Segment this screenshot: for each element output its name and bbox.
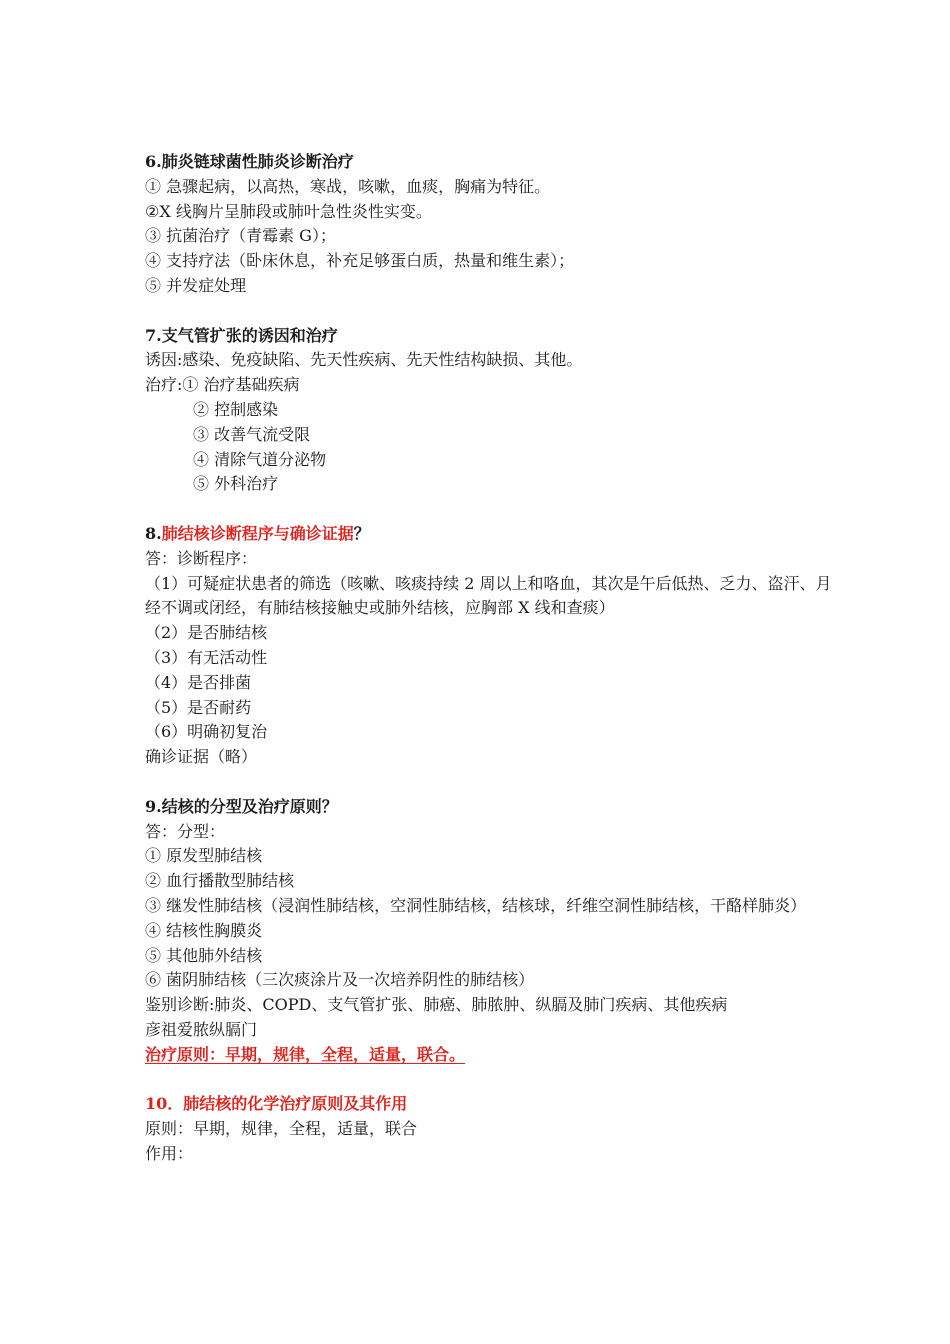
section-10-title: 10．肺结核的化学治疗原则及其作用 bbox=[145, 1094, 408, 1114]
effect-text: 作用： bbox=[145, 1143, 194, 1163]
section-9-title: 9.结核的分型及治疗原则？ bbox=[145, 796, 338, 816]
list-item: （4）是否排菌 bbox=[145, 672, 252, 692]
list-item: ④ 清除气道分泌物 bbox=[193, 449, 327, 469]
evidence-text: 确诊证据（略） bbox=[145, 747, 258, 767]
answer-text: 答：诊断程序： bbox=[145, 548, 258, 568]
list-item: （3）有无活动性 bbox=[145, 647, 268, 667]
list-item: ③ 继发性肺结核（浸润性肺结核，空洞性肺结核，结核球，纤维空洞性肺结核，干酪样肺炎） bbox=[145, 895, 807, 915]
section-6-title: 6.肺炎链球菌性肺炎诊断治疗 bbox=[145, 152, 354, 171]
list-item: ⑤ 并发症处理 bbox=[145, 275, 247, 295]
differential-diagnosis: 鉴别诊断:肺炎、COPD、支气管扩张、肺癌、肺脓肿、纵膈及肺门疾病、其他疾病 bbox=[145, 995, 728, 1015]
mnemonic-text: 彦祖爱脓纵膈门 bbox=[145, 1019, 258, 1039]
list-item: ④ 支持疗法（卧床休息，补充足够蛋白质，热量和维生素）； bbox=[145, 251, 575, 271]
list-item: （2）是否肺结核 bbox=[145, 623, 268, 643]
treatment-principle: 治疗原则：早期，规律，全程，适量，联合。 bbox=[145, 1044, 466, 1064]
list-item: ⑥ 菌阴肺结核（三次痰涂片及一次培养阴性的肺结核） bbox=[145, 970, 535, 990]
section-7-title: 7.支气管扩张的诱因和治疗 bbox=[145, 325, 338, 345]
list-item: ② 血行播散型肺结核 bbox=[145, 871, 295, 891]
principle-text: 原则：早期，规律，全程，适量，联合 bbox=[145, 1119, 418, 1139]
list-item: ① 急骤起病，以高热，寒战，咳嗽，血痰，胸痛为特征。 bbox=[145, 176, 551, 196]
list-item: （1）可疑症状患者的筛选（咳嗽、咳痰持续 2 周以上和咯血，其次是午后低热、乏力、盗汗、月经不调或闭经，有肺结核接触史或肺外结核，应胸部 X 线和查痰） bbox=[145, 573, 832, 618]
document-page bbox=[145, 150, 835, 1167]
section-8-title-text: 肺结核诊断程序与确诊证据 bbox=[161, 523, 354, 543]
cause-text: 诱因:感染、免疫缺陷、先天性疾病、先天性结构缺损、其他。 bbox=[145, 350, 583, 370]
treatment-first: 治疗:① 治疗基础疾病 bbox=[145, 375, 300, 395]
list-item: ① 原发型肺结核 bbox=[145, 846, 263, 866]
list-item: ③ 抗菌治疗（青霉素 G）； bbox=[145, 226, 336, 246]
section-8-title bbox=[145, 522, 835, 547]
list-item: ④ 结核性胸膜炎 bbox=[145, 920, 263, 940]
list-item: （5）是否耐药 bbox=[145, 697, 252, 717]
list-item: ②X 线胸片呈肺段或肺叶急性炎性实变。 bbox=[145, 201, 432, 221]
answer-text: 答：分型： bbox=[145, 821, 226, 841]
section-8-question-mark: ？ bbox=[353, 523, 370, 543]
list-item: ② 控制感染 bbox=[193, 399, 279, 419]
section-8-number: 8. bbox=[145, 523, 162, 543]
list-item: ⑤ 外科治疗 bbox=[193, 474, 279, 494]
list-item: ⑤ 其他肺外结核 bbox=[145, 945, 263, 965]
list-item: （6）明确初复治 bbox=[145, 722, 268, 742]
list-item: ③ 改善气流受限 bbox=[193, 424, 311, 444]
